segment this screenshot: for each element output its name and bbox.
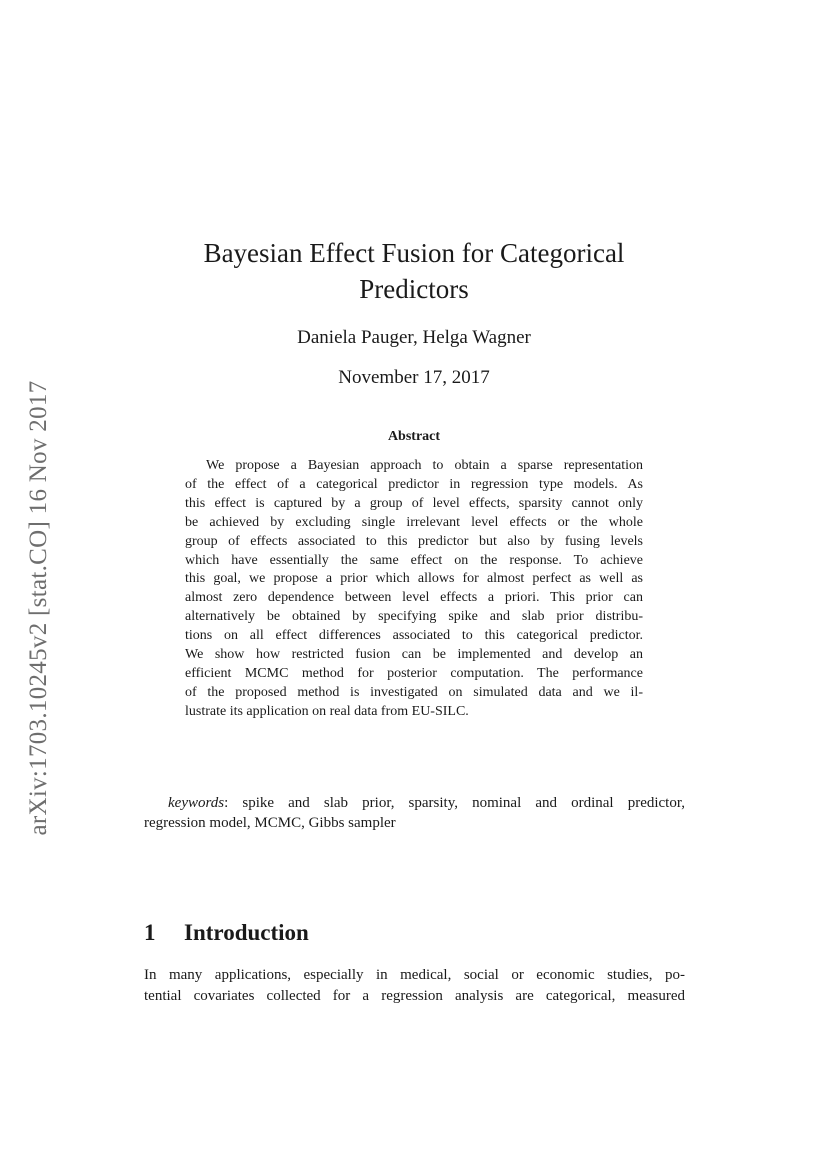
abstract-line: this effect is captured by a group of level effects, sparsity cannot only xyxy=(185,495,643,511)
intro-paragraph xyxy=(144,965,685,1007)
keywords-label: keywords xyxy=(168,795,225,811)
abstract-line: be achieved by excluding single irrelevant level effects or the whole xyxy=(185,514,643,530)
keywords-list: : spike and slab prior, sparsity, nominal and ordinal predictor, xyxy=(224,795,685,811)
title-line: Predictors xyxy=(359,274,469,304)
abstract-line: this goal, we propose a prior which allows for almost perfect as well as xyxy=(185,571,643,587)
abstract-line: We show how restricted fusion can be implemented and develop an xyxy=(185,647,643,663)
abstract-line: of the effect of a categorical predictor in regression type models. As xyxy=(185,476,643,492)
section-title: Introduction xyxy=(184,920,309,945)
date: November 17, 2017 xyxy=(338,367,490,388)
abstract-line: We propose a Bayesian approach to obtain a sparse representation xyxy=(206,458,643,473)
intro-line: tential covariates collected for a regression analysis are categorical, measured xyxy=(144,988,685,1004)
abstract-line: almost zero dependence between level effects a priori. This prior can xyxy=(185,590,643,606)
keywords-line: regression model, MCMC, Gibbs sampler xyxy=(144,815,396,831)
abstract-line: tions on all effect differences associated to this categorical predictor. xyxy=(185,628,643,644)
title-line: Bayesian Effect Fusion for Categorical xyxy=(203,238,625,268)
abstract-heading: Abstract xyxy=(387,429,441,444)
section-heading xyxy=(144,920,309,946)
keywords xyxy=(144,793,685,833)
abstract-line: lustrate its application on real data from EU-SILC. xyxy=(185,703,469,719)
abstract-line: alternatively be obtained by specifying spike and slab prior distribu- xyxy=(185,609,643,625)
section-number: 1 xyxy=(144,920,156,945)
paper-title xyxy=(0,235,828,307)
authors: Daniela Pauger, Helga Wagner xyxy=(297,327,531,348)
abstract-body xyxy=(185,457,643,722)
abstract-line: of the proposed method is investigated on simulated data and we il- xyxy=(185,684,643,700)
abstract-line: which have essentially the same effect on the response. To achieve xyxy=(185,552,643,568)
keywords-line xyxy=(144,793,685,813)
arxiv-stamp: arXiv:1703.10245v2 [stat.CO] 16 Nov 2017 xyxy=(25,380,52,836)
abstract-line: group of effects associated to this predictor but also by fusing levels xyxy=(185,533,643,549)
abstract-line: efficient MCMC method for posterior computation. The performance xyxy=(185,665,643,681)
intro-line: In many applications, especially in medical, social or economic studies, po- xyxy=(144,967,685,983)
